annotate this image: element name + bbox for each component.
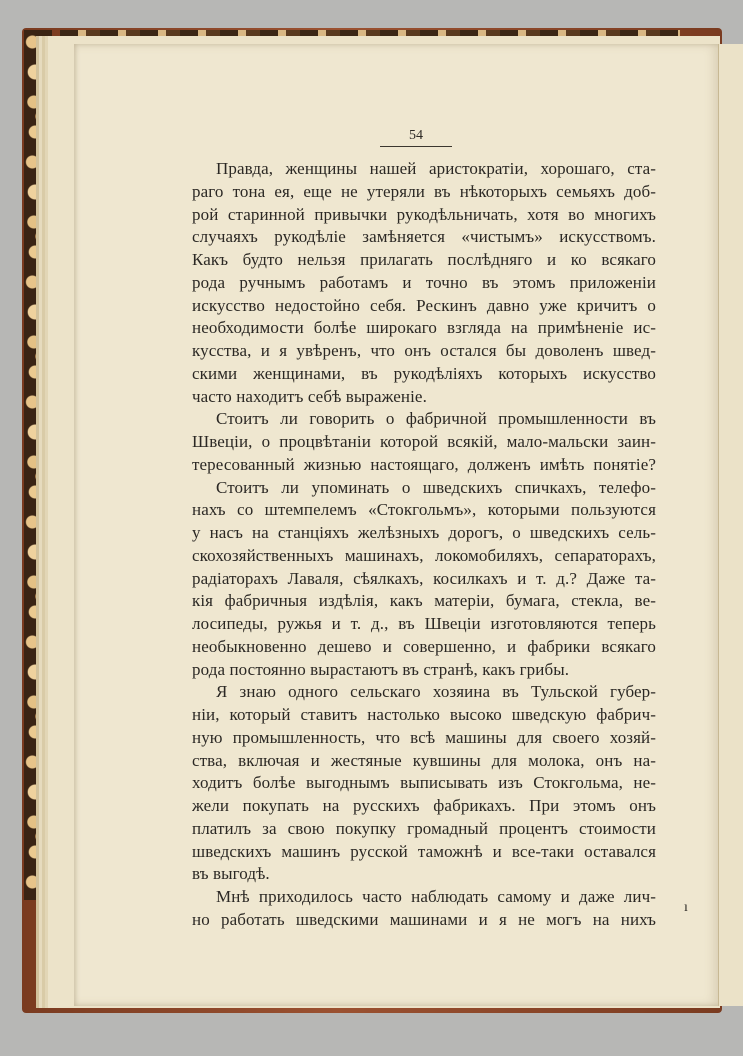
text-line: Правда, женщины нашей аристократіи, хорошаго, ста- [216, 159, 656, 178]
text-line: Швеціи, о процвѣтаніи которой всякій, мало-мальски заин- [192, 432, 656, 451]
text-line: искусство недостойно себя. Рескинъ давно уже кричитъ о [192, 295, 656, 315]
text-line: ходитъ болѣе выгоднымъ выписывать изъ Стокгольма, не- [192, 773, 656, 793]
body-text [192, 158, 656, 932]
page-number-rule [380, 146, 452, 147]
text-line: въ выгодѣ. [192, 864, 270, 884]
text-line: платилъ за свою покупку громадный процентъ стоимости [192, 818, 656, 838]
page-number: 54 [409, 128, 423, 143]
text-line: скохозяйственныхъ машинахъ, локомобиляхъ, сепараторахъ, [192, 545, 656, 565]
text-line: случаяхъ рукодѣліе замѣняется «чистымъ» искусствомъ. [192, 227, 656, 247]
text-line: раго тона ея, еще не утеряли въ нѣкоторыхъ семьяхъ доб- [192, 181, 656, 201]
text-line: Какъ будто нельзя прилагать послѣдняго и ко всякаго [192, 250, 656, 269]
facing-page-edge [718, 44, 743, 1006]
text-line: но работать шведскими машинами и я не могъ на нихъ [192, 909, 656, 929]
stray-mark: ı [684, 900, 688, 915]
text-line: рой старинной привычки рукодѣльничать, хотя во многихъ [192, 204, 656, 224]
text-line: необходимости болѣе широкаго взгляда на примѣненіе ис- [192, 318, 656, 338]
text-line: часто находитъ себѣ выраженіе. [192, 386, 427, 406]
text-line: ства, включая и жестяные кувшины для молока, онъ на- [192, 750, 656, 770]
text-line: Я знаю одного сельскаго хозяина въ Тульской губер- [216, 682, 656, 702]
text-line: шведскихъ машинъ русской таможнѣ и все-таки оставался [192, 841, 656, 861]
text-line: кусства, и я увѣренъ, что онъ остался бы доволенъ швед- [192, 341, 656, 360]
text-line: ную промышленность, что всѣ машины для своего хозяй- [192, 727, 656, 747]
text-line: Стоитъ ли говорить о фабричной промышленности въ [216, 409, 656, 429]
text-line: у насъ на станціяхъ желѣзныхъ дорогъ, о шведскихъ сель- [192, 523, 656, 542]
text-line: рода ручнымъ работамъ и точно въ этомъ приложеніи [192, 272, 656, 292]
text-line: Стоитъ ли упоминать о шведскихъ спичкахъ, телефо- [216, 477, 656, 497]
text-line: ніи, который ставитъ настолько высоко шведскую фабрич- [192, 705, 656, 724]
text-line: тересованный жизнью настоящаго, долженъ имѣть понятіе? [192, 454, 656, 474]
text-line: радіаторахъ Лаваля, сѣялкахъ, косилкахъ и т. д.? Даже та- [192, 568, 656, 588]
text-line: Мнѣ приходилось часто наблюдать самому и даже лич- [216, 887, 656, 906]
text-line: нахъ со штемпелемъ «Стокгольмъ», которыми пользуются [192, 500, 656, 520]
text-line: необыкновенно дешево и совершенно, и фабрики всякаго [192, 636, 656, 656]
text-line: скими женщинами, въ рукодѣліяхъ которыхъ искусство [192, 363, 656, 383]
text-line: жели покупать на русскихъ фабрикахъ. При этомъ онъ [192, 796, 656, 815]
text-line: лосипеды, ружья и т. д., въ Швеціи изготовляются теперь [192, 614, 656, 633]
text-line: кія фабричныя издѣлія, какъ матеріи, бумага, стекла, ве- [192, 591, 656, 611]
text-line: рода постоянно вырастаютъ въ странѣ, какъ грибы. [192, 659, 570, 679]
